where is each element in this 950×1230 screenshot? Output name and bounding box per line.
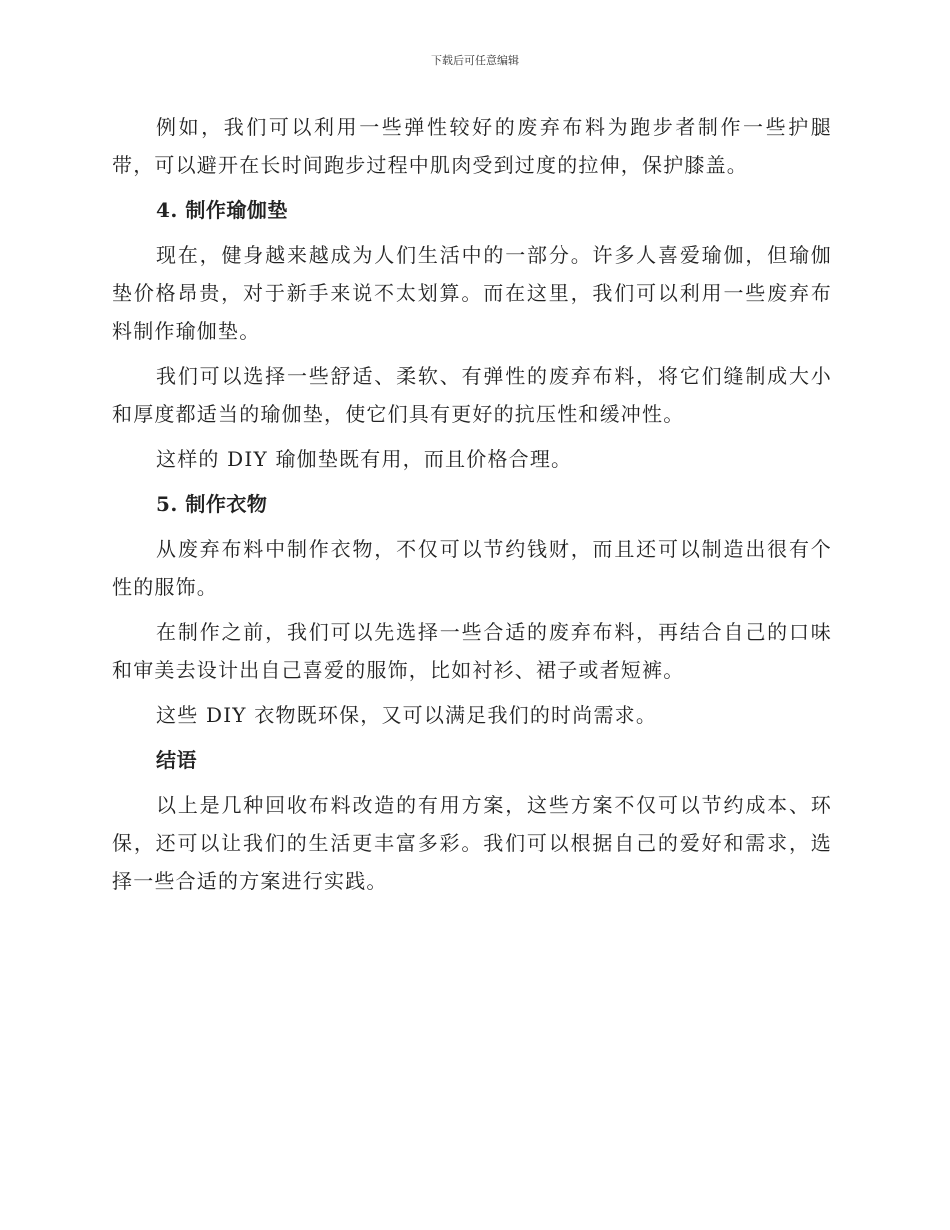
paragraph-yoga-intro: 现在，健身越来越成为人们生活中的一部分。许多人喜爱瑜伽，但瑜伽垫价格昂贵，对于新手来说不太划算。而在这里，我们可以利用一些废弃布料制作瑜伽垫。	[112, 243, 832, 343]
paragraph-yoga-summary: 这样的 DIY 瑜伽垫既有用，而且价格合理。	[156, 447, 573, 471]
paragraph-yoga-method: 我们可以选择一些舒适、柔软、有弹性的废弃布料，将它们缝制成大小和厚度都适当的瑜伽垫，使它们具有更好的抗压性和缓冲性。	[112, 364, 832, 426]
paragraph-clothing-summary: 这些 DIY 衣物既环保，又可以满足我们的时尚需求。	[156, 703, 658, 727]
section-heading-yoga-mat: 4. 制作瑜伽垫	[156, 198, 288, 222]
paragraph-clothing-method: 在制作之前，我们可以先选择一些合适的废弃布料，再结合自己的口味和审美去设计出自己喜爱的服饰，比如衬衫、裙子或者短裤。	[112, 620, 832, 682]
paragraph-conclusion: 以上是几种回收布料改造的有用方案，这些方案不仅可以节约成本、环保，还可以让我们的生活更丰富多彩。我们可以根据自己的爱好和需求，选择一些合适的方案进行实践。	[112, 793, 832, 893]
section-heading-clothing: 5. 制作衣物	[156, 492, 268, 516]
page-header: 下载后可任意编辑	[431, 54, 519, 67]
section-heading-conclusion: 结语	[156, 748, 197, 772]
paragraph-clothing-intro: 从废弃布料中制作衣物，不仅可以节约钱财，而且还可以制造出很有个性的服饰。	[112, 537, 832, 599]
document-body	[112, 108, 832, 907]
paragraph-leg-guard: 例如，我们可以利用一些弹性较好的废弃布料为跑步者制作一些护腿带，可以避开在长时间跑步过程中肌肉受到过度的拉伸，保护膝盖。	[112, 115, 832, 177]
